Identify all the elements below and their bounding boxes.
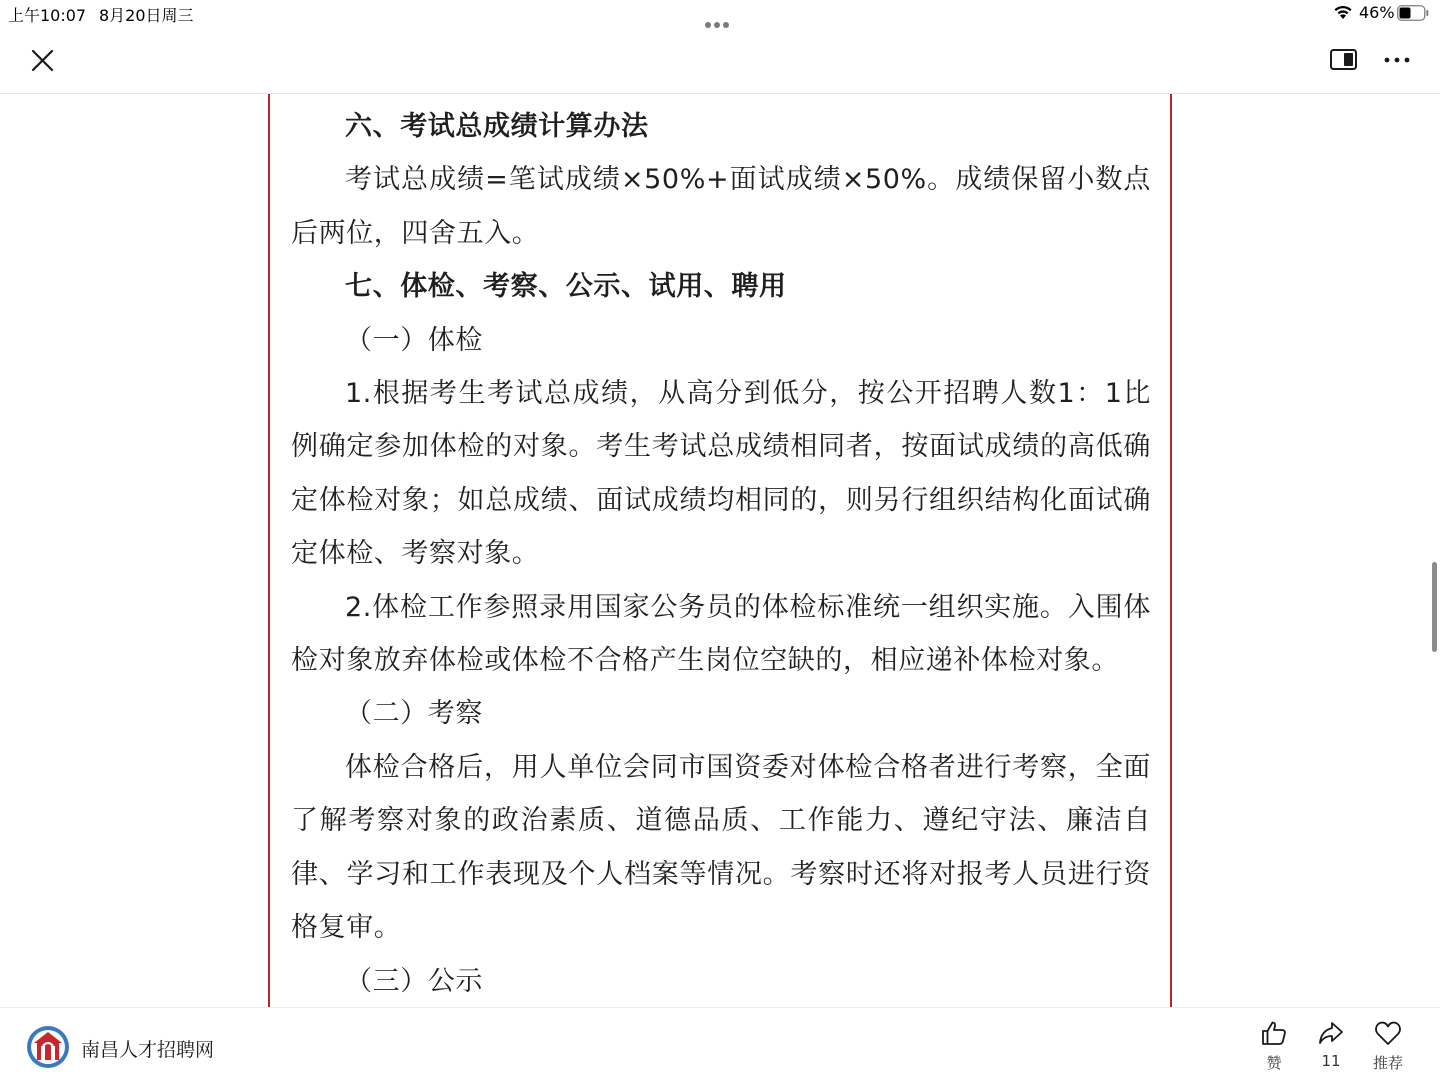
subsection-2-body: 体检合格后，用人单位会同市国资委对体检合格者进行考察，全面了解考察对象的政治素质、道德品质、工作能力、遵纪守法、廉洁自律、学习和工作表现及个人档案等情况。考察时还将对报考人员进行资格复审。 [291, 751, 1151, 944]
like-button[interactable] [1244, 1018, 1304, 1078]
recommend-button[interactable] [1358, 1018, 1418, 1078]
bottom-bar [0, 1007, 1440, 1081]
subsection-1-item-1: 1.根据考生考试总成绩，从高分到低分，按公开招聘人数1：1比例确定参加体检的对象。考生考试总成绩相同者，按面试成绩的高低确定体检对象；如总成绩、面试成绩均相同的，则另行组织结构化面试确定体检、考察对象。 [291, 378, 1151, 570]
status-bar [0, 0, 1440, 28]
share-count: 11 [1321, 1052, 1341, 1070]
battery-percent: 46% [1359, 3, 1395, 22]
split-view-icon [1328, 47, 1360, 73]
document-content [291, 100, 1151, 1007]
scrollbar-thumb[interactable] [1432, 562, 1437, 652]
nav-bar [0, 28, 1440, 94]
section-6-body: 考试总成绩=笔试成绩×50%+面试成绩×50%。成绩保留小数点后两位，四舍五入。 [291, 164, 1151, 249]
thumbs-up-icon [1259, 1018, 1289, 1048]
document-page [268, 94, 1172, 1007]
share-button[interactable] [1301, 1018, 1361, 1078]
subsection-1-title: （一）体检 [345, 324, 483, 356]
heart-icon [1373, 1018, 1403, 1048]
source-name[interactable]: 南昌人才招聘网 [81, 1039, 215, 1061]
status-time: 上午10:07 [8, 6, 87, 25]
like-label: 赞 [1266, 1054, 1282, 1072]
status-date: 8月20日周三 [99, 6, 194, 25]
share-arrow-icon [1316, 1018, 1346, 1048]
split-view-button[interactable] [1328, 47, 1360, 73]
section-7-title: 七、体检、考察、公示、试用、聘用 [345, 271, 787, 303]
battery-icon [1397, 5, 1429, 21]
source-logo-icon[interactable] [26, 1025, 70, 1069]
subsection-3-title: （三）公示 [345, 965, 483, 997]
more-icon [1380, 47, 1414, 73]
close-button[interactable] [28, 46, 58, 76]
subsection-2-title: （二）考察 [345, 698, 483, 730]
wifi-icon [1333, 4, 1353, 20]
close-icon [28, 46, 58, 76]
multitask-dots-icon[interactable] [705, 13, 735, 19]
more-button[interactable] [1380, 47, 1414, 73]
section-6-title: 六、考试总成绩计算办法 [345, 111, 649, 142]
subsection-1-item-2: 2.体检工作参照录用国家公务员的体检标准统一组织实施。入围体检对象放弃体检或体检不合格产生岗位空缺的，相应递补体检对象。 [291, 591, 1151, 677]
recommend-label: 推荐 [1372, 1054, 1403, 1072]
